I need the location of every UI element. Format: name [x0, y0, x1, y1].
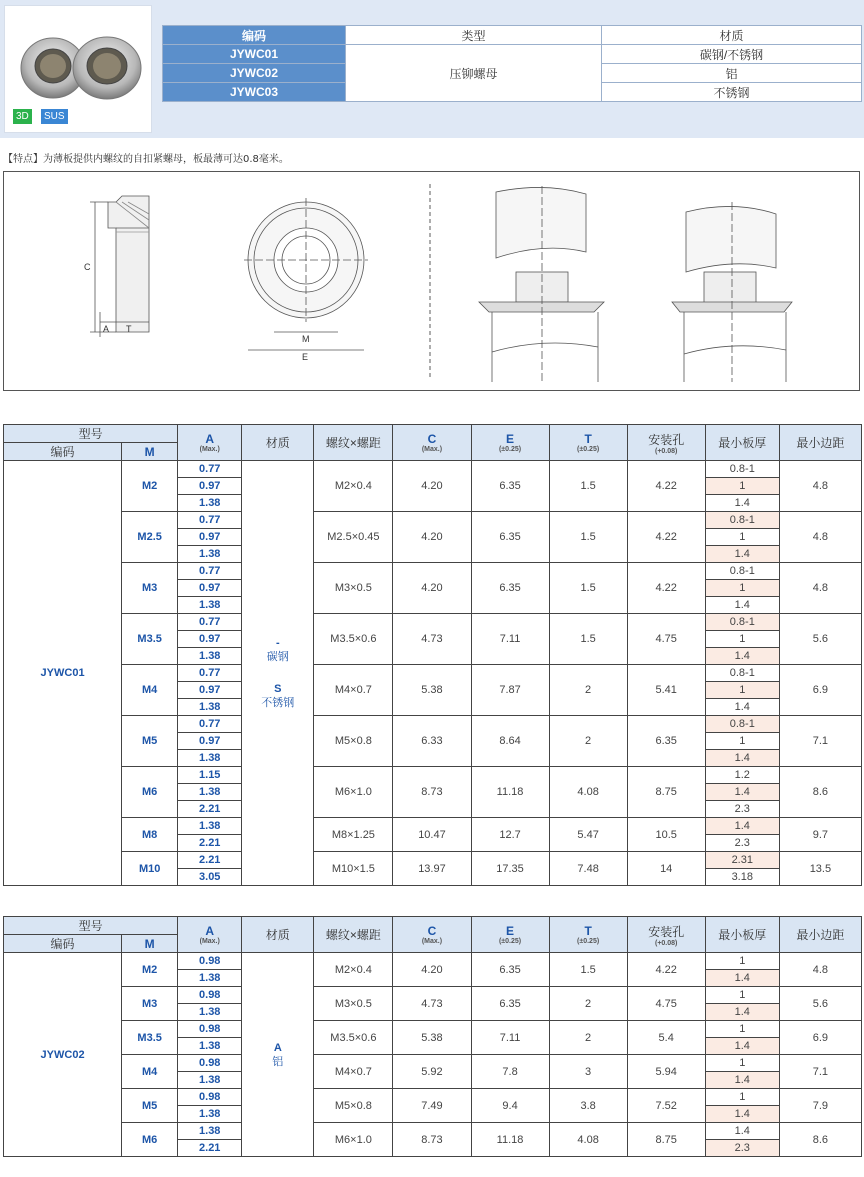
plate-value: 1.4 — [705, 750, 779, 767]
col-e-sub: (±0.25) — [498, 938, 522, 945]
e-value: 6.35 — [471, 512, 549, 563]
col-c-sub: (Max.) — [421, 446, 443, 453]
edge-value: 13.5 — [779, 852, 861, 886]
a-value: 0.77 — [178, 665, 242, 682]
a-value: 0.98 — [178, 953, 242, 970]
a-value: 0.97 — [178, 631, 242, 648]
product-image — [4, 5, 152, 133]
a-value: 0.97 — [178, 529, 242, 546]
a-value: 0.97 — [178, 478, 242, 495]
m-size: M4 — [122, 1055, 178, 1089]
t-value: 4.08 — [549, 767, 627, 818]
t-value: 2 — [549, 665, 627, 716]
a-value: 1.38 — [178, 1072, 242, 1089]
col-c-sub: (Max.) — [421, 938, 443, 945]
feature-text: 【特点】为薄板提供内螺纹的自扣紧螺母，板最薄可达0.8毫米。 — [3, 154, 289, 165]
thread-value: M2×0.4 — [314, 953, 393, 987]
plate-value: 1.4 — [705, 546, 779, 563]
a-value: 1.38 — [178, 750, 242, 767]
m-size: M2 — [122, 461, 178, 512]
m-size: M5 — [122, 1089, 178, 1123]
col-a — [178, 917, 242, 953]
mat-s: S — [274, 683, 282, 695]
c-value: 8.73 — [393, 1123, 471, 1157]
t-value: 3.8 — [549, 1089, 627, 1123]
col-hole-label: 安装孔 — [648, 924, 685, 939]
a-value: 0.98 — [178, 1089, 242, 1106]
c-value: 8.73 — [393, 767, 471, 818]
t-value: 5.47 — [549, 818, 627, 852]
col-model: 型号 — [4, 917, 178, 935]
e-value: 6.35 — [471, 461, 549, 512]
mat-stainless: 不锈钢 — [261, 697, 295, 709]
col-material: 材质 — [242, 425, 314, 461]
a-value: 1.15 — [178, 767, 242, 784]
a-value: 0.77 — [178, 512, 242, 529]
table-row — [4, 953, 862, 970]
hole-value: 5.4 — [627, 1021, 705, 1055]
col-hole — [627, 917, 705, 953]
col-code: 编码 — [4, 443, 122, 461]
table-row — [4, 716, 862, 733]
hole-value: 4.75 — [627, 987, 705, 1021]
type-cell: 压铆螺母 — [346, 45, 602, 102]
col-thread: 螺纹×螺距 — [314, 425, 393, 461]
a-value: 0.98 — [178, 1055, 242, 1072]
table-row — [4, 818, 862, 835]
t-value: 3 — [549, 1055, 627, 1089]
edge-value: 4.8 — [779, 512, 861, 563]
plate-value: 1.4 — [705, 495, 779, 512]
hole-value: 5.94 — [627, 1055, 705, 1089]
mat-carbon: 碳钢 — [266, 651, 289, 663]
m-size: M8 — [122, 818, 178, 852]
col-t-sub: (±0.25) — [577, 446, 600, 453]
plate-value: 1.4 — [705, 1123, 779, 1140]
code-cell: JYWC03 — [163, 83, 346, 102]
m-size: M3.5 — [122, 1021, 178, 1055]
e-value: 7.11 — [471, 614, 549, 665]
mat-a: A — [273, 1041, 282, 1054]
plate-value: 1 — [705, 580, 779, 597]
e-value: 17.35 — [471, 852, 549, 886]
c-value: 4.73 — [393, 987, 471, 1021]
t-value: 2 — [549, 716, 627, 767]
e-value: 11.18 — [471, 767, 549, 818]
col-t — [549, 425, 627, 461]
thread-value: M8×1.25 — [314, 818, 393, 852]
col-material: 材质 — [242, 917, 314, 953]
plate-value: 1.4 — [705, 970, 779, 987]
hole-value: 7.52 — [627, 1089, 705, 1123]
col-a — [178, 425, 242, 461]
plate-value: 1.4 — [705, 597, 779, 614]
mat-aluminum: 铝 — [272, 1055, 284, 1068]
c-value: 4.20 — [393, 461, 471, 512]
a-value: 0.98 — [178, 1021, 242, 1038]
plate-value: 1 — [705, 1021, 779, 1038]
c-value: 6.33 — [393, 716, 471, 767]
col-code: 编码 — [4, 935, 122, 953]
plate-value: 2.3 — [705, 835, 779, 852]
hole-value: 10.5 — [627, 818, 705, 852]
plate-value: 2.3 — [705, 801, 779, 818]
table-row — [4, 512, 862, 529]
col-t-sub: (±0.25) — [577, 938, 600, 945]
e-value: 7.87 — [471, 665, 549, 716]
e-value: 7.11 — [471, 1021, 549, 1055]
edge-value: 8.6 — [779, 1123, 861, 1157]
plate-value: 1 — [705, 478, 779, 495]
plate-value: 1.4 — [705, 699, 779, 716]
col-model: 型号 — [4, 425, 178, 443]
table-row — [4, 852, 862, 869]
table-row — [4, 665, 862, 682]
dim-m-label: M — [302, 334, 310, 344]
thread-value: M4×0.7 — [314, 665, 393, 716]
a-value: 1.38 — [178, 597, 242, 614]
hole-value: 4.22 — [627, 953, 705, 987]
thread-value: M2.5×0.45 — [314, 512, 393, 563]
material-cell: 碳钢/不锈钢 — [602, 45, 862, 64]
front-view — [244, 198, 368, 362]
hole-value: 4.22 — [627, 563, 705, 614]
a-value: 1.38 — [178, 1004, 242, 1021]
dim-e-label: E — [302, 352, 309, 362]
edge-value: 4.8 — [779, 563, 861, 614]
m-size: M10 — [122, 852, 178, 886]
thread-value: M2×0.4 — [314, 461, 393, 512]
plate-value: 1 — [705, 631, 779, 648]
dim-a-label: A — [103, 324, 110, 334]
a-value: 1.38 — [178, 648, 242, 665]
col-e — [471, 917, 549, 953]
t-value: 2 — [549, 1021, 627, 1055]
edge-value: 7.9 — [779, 1089, 861, 1123]
plate-value: 0.8-1 — [705, 461, 779, 478]
col-t — [549, 917, 627, 953]
mat-dash: - — [275, 637, 280, 649]
spec-table-jywc02 — [3, 916, 862, 1157]
m-size: M5 — [122, 716, 178, 767]
tag-sus: SUS — [41, 109, 68, 124]
col-e-label: E — [506, 432, 515, 446]
material-cell — [242, 461, 314, 886]
m-size: M6 — [122, 1123, 178, 1157]
m-size: M2.5 — [122, 512, 178, 563]
series-code: JYWC02 — [4, 953, 122, 1157]
side-view — [84, 196, 149, 337]
plate-value: 1 — [705, 529, 779, 546]
m-size: M3.5 — [122, 614, 178, 665]
col-m: M — [122, 443, 178, 461]
col-thread: 螺纹×螺距 — [314, 917, 393, 953]
t-value: 1.5 — [549, 563, 627, 614]
material-cell: 不锈钢 — [602, 83, 862, 102]
hole-value: 4.22 — [627, 512, 705, 563]
c-value: 13.97 — [393, 852, 471, 886]
plate-value: 3.18 — [705, 869, 779, 886]
col-hole-sub: (+0.08) — [655, 939, 678, 947]
a-value: 0.97 — [178, 682, 242, 699]
thread-value: M4×0.7 — [314, 1055, 393, 1089]
plate-value: 0.8-1 — [705, 665, 779, 682]
edge-value: 5.6 — [779, 987, 861, 1021]
a-value: 0.98 — [178, 987, 242, 1004]
table-row — [4, 987, 862, 1004]
hole-value: 4.75 — [627, 614, 705, 665]
e-value: 6.35 — [471, 953, 549, 987]
install-view-before — [479, 186, 604, 382]
thread-value: M3×0.5 — [314, 563, 393, 614]
edge-value: 7.1 — [779, 1055, 861, 1089]
col-minedge: 最小边距 — [779, 425, 861, 461]
a-value: 2.21 — [178, 1140, 242, 1157]
hole-value: 4.22 — [627, 461, 705, 512]
plate-value: 1.4 — [705, 818, 779, 835]
c-value: 5.38 — [393, 1021, 471, 1055]
edge-value: 4.8 — [779, 461, 861, 512]
col-minplate: 最小板厚 — [705, 917, 779, 953]
a-value: 2.21 — [178, 835, 242, 852]
plate-value: 0.8-1 — [705, 614, 779, 631]
plate-value: 0.8-1 — [705, 512, 779, 529]
a-value: 1.38 — [178, 495, 242, 512]
summary-table — [162, 25, 862, 102]
c-value: 5.92 — [393, 1055, 471, 1089]
series-code: JYWC01 — [4, 461, 122, 886]
plate-value: 1.4 — [705, 784, 779, 801]
plate-value: 0.8-1 — [705, 716, 779, 733]
c-value: 4.20 — [393, 563, 471, 614]
t-value: 1.5 — [549, 953, 627, 987]
a-value: 0.77 — [178, 563, 242, 580]
plate-value: 1.4 — [705, 1038, 779, 1055]
code-cell: JYWC01 — [163, 45, 346, 64]
plate-value: 1 — [705, 953, 779, 970]
plate-value: 1.4 — [705, 1072, 779, 1089]
a-value: 3.05 — [178, 869, 242, 886]
edge-value: 6.9 — [779, 1021, 861, 1055]
a-value: 1.38 — [178, 546, 242, 563]
tag-3d: 3D — [13, 109, 32, 124]
hole-value: 5.41 — [627, 665, 705, 716]
thread-value: M3×0.5 — [314, 987, 393, 1021]
table-row — [4, 767, 862, 784]
c-value: 5.38 — [393, 665, 471, 716]
thread-value: M3.5×0.6 — [314, 1021, 393, 1055]
a-value: 1.38 — [178, 784, 242, 801]
col-c-label: C — [427, 924, 437, 938]
m-size: M6 — [122, 767, 178, 818]
plate-value: 1 — [705, 682, 779, 699]
a-value: 1.38 — [178, 1106, 242, 1123]
col-a-label: A — [205, 432, 215, 446]
col-code-header: 编码 — [163, 26, 346, 45]
plate-value: 1.2 — [705, 767, 779, 784]
e-value: 6.35 — [471, 987, 549, 1021]
col-a-label: A — [205, 924, 215, 938]
plate-value: 1 — [705, 733, 779, 750]
thread-value: M5×0.8 — [314, 716, 393, 767]
hole-value: 14 — [627, 852, 705, 886]
table-row — [4, 461, 862, 478]
col-c — [393, 917, 471, 953]
table-row — [4, 1123, 862, 1140]
m-size: M4 — [122, 665, 178, 716]
a-value: 0.77 — [178, 716, 242, 733]
a-value: 1.38 — [178, 699, 242, 716]
a-value: 1.38 — [178, 1038, 242, 1055]
a-value: 0.77 — [178, 461, 242, 478]
col-minplate: 最小板厚 — [705, 425, 779, 461]
install-view-after — [672, 202, 792, 382]
table-row — [4, 563, 862, 580]
hole-value: 8.75 — [627, 767, 705, 818]
t-value: 2 — [549, 987, 627, 1021]
edge-value: 9.7 — [779, 818, 861, 852]
plate-value: 1 — [705, 1089, 779, 1106]
c-value: 7.49 — [393, 1089, 471, 1123]
e-value: 7.8 — [471, 1055, 549, 1089]
thread-value: M10×1.5 — [314, 852, 393, 886]
col-e-label: E — [506, 924, 515, 938]
a-value: 0.97 — [178, 733, 242, 750]
code-cell: JYWC02 — [163, 64, 346, 83]
col-c-label: C — [427, 432, 437, 446]
a-value: 1.38 — [178, 1123, 242, 1140]
hole-value: 8.75 — [627, 1123, 705, 1157]
plate-value: 1 — [705, 987, 779, 1004]
col-e — [471, 425, 549, 461]
col-t-label: T — [584, 924, 592, 938]
m-size: M2 — [122, 953, 178, 987]
edge-value: 5.6 — [779, 614, 861, 665]
e-value: 11.18 — [471, 1123, 549, 1157]
thread-value: M5×0.8 — [314, 1089, 393, 1123]
c-value: 4.20 — [393, 953, 471, 987]
c-value: 4.73 — [393, 614, 471, 665]
t-value: 7.48 — [549, 852, 627, 886]
a-value: 1.38 — [178, 970, 242, 987]
col-hole — [627, 425, 705, 461]
a-value: 2.21 — [178, 852, 242, 869]
plate-value: 2.3 — [705, 1140, 779, 1157]
material-cell — [242, 953, 314, 1157]
a-value: 1.38 — [178, 818, 242, 835]
t-value: 1.5 — [549, 614, 627, 665]
col-minedge: 最小边距 — [779, 917, 861, 953]
t-value: 1.5 — [549, 512, 627, 563]
plate-value: 2.31 — [705, 852, 779, 869]
m-size: M3 — [122, 563, 178, 614]
a-value: 0.77 — [178, 614, 242, 631]
plate-value: 0.8-1 — [705, 563, 779, 580]
e-value: 8.64 — [471, 716, 549, 767]
plate-value: 1 — [705, 1055, 779, 1072]
c-value: 10.47 — [393, 818, 471, 852]
thread-value: M6×1.0 — [314, 1123, 393, 1157]
technical-drawing — [3, 171, 860, 391]
col-m: M — [122, 935, 178, 953]
hole-value: 6.35 — [627, 716, 705, 767]
table-row — [4, 614, 862, 631]
edge-value: 8.6 — [779, 767, 861, 818]
table-row — [4, 1089, 862, 1106]
m-size: M3 — [122, 987, 178, 1021]
dim-t-label: T — [126, 324, 132, 334]
e-value: 6.35 — [471, 563, 549, 614]
col-a-sub: (Max.) — [199, 446, 220, 453]
col-a-sub: (Max.) — [199, 938, 220, 945]
dim-c-label: C — [84, 262, 91, 272]
plate-value: 1.4 — [705, 1106, 779, 1123]
table-row — [4, 1055, 862, 1072]
thread-value: M6×1.0 — [314, 767, 393, 818]
plate-value: 1.4 — [705, 1004, 779, 1021]
t-value: 4.08 — [549, 1123, 627, 1157]
col-c — [393, 425, 471, 461]
spec-table-jywc01 — [3, 424, 862, 886]
col-t-label: T — [584, 432, 592, 446]
e-value: 12.7 — [471, 818, 549, 852]
col-e-sub: (±0.25) — [498, 446, 522, 453]
col-material-header: 材质 — [602, 26, 862, 45]
table-row — [4, 1021, 862, 1038]
t-value: 1.5 — [549, 461, 627, 512]
edge-value: 6.9 — [779, 665, 861, 716]
material-cell: 铝 — [602, 64, 862, 83]
col-hole-label: 安装孔 — [648, 432, 685, 447]
col-hole-sub: (+0.08) — [655, 447, 678, 455]
e-value: 9.4 — [471, 1089, 549, 1123]
thread-value: M3.5×0.6 — [314, 614, 393, 665]
edge-value: 7.1 — [779, 716, 861, 767]
a-value: 0.97 — [178, 580, 242, 597]
a-value: 2.21 — [178, 801, 242, 818]
col-type-header: 类型 — [346, 26, 602, 45]
edge-value: 4.8 — [779, 953, 861, 987]
c-value: 4.20 — [393, 512, 471, 563]
plate-value: 1.4 — [705, 648, 779, 665]
